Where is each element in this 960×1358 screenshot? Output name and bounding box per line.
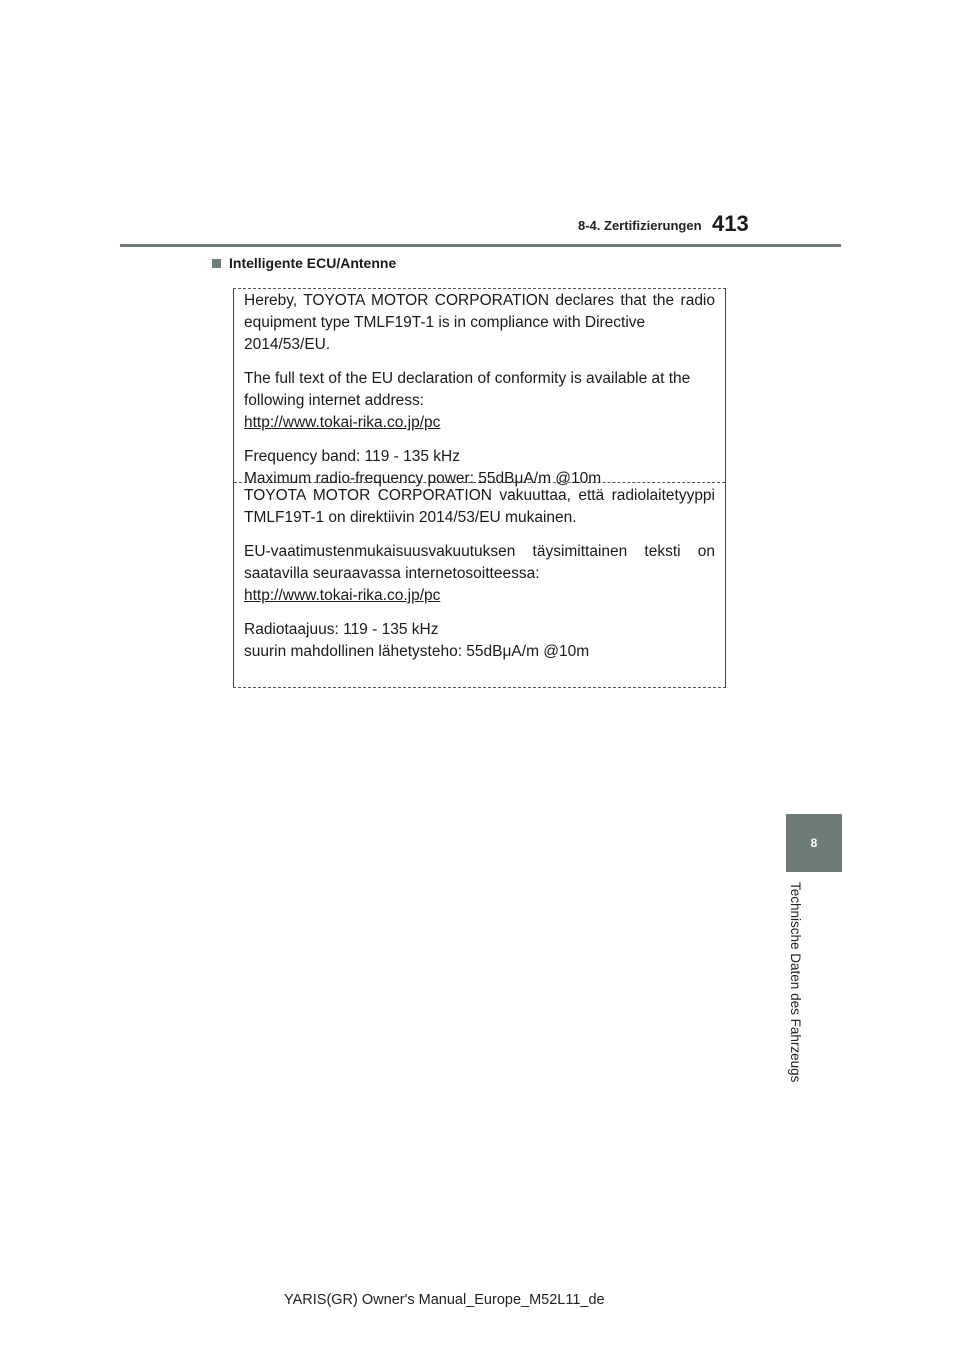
fi-line-3: EU-vaatimustenmukaisuusvakuutuksen täysimittainen teksti on xyxy=(244,543,715,560)
header-rule xyxy=(120,244,841,247)
fi-line-6: suurin mahdollinen lähetysteho: 55dBμA/m @10m xyxy=(244,643,590,660)
fi-technical-data xyxy=(244,619,715,663)
en-line-1: Hereby, TOYOTA MOTOR CORPORATION declares that the radio xyxy=(244,292,715,309)
fi-line-4: saatavilla seuraavassa internetosoitteessa: xyxy=(244,565,540,582)
page-number: 413 xyxy=(712,211,749,236)
footer-text: YARIS(GR) Owner's Manual_Europe_M52L11_de xyxy=(284,1292,605,1308)
en-line-2: equipment type TMLF19T-1 is in compliance with Directive 2014/53/EU. xyxy=(244,314,646,353)
en-url-link[interactable]: http://www.tokai-rika.co.jp/pc xyxy=(244,414,441,431)
fi-line-5: Radiotaajuus: 119 - 135 kHz xyxy=(244,621,439,638)
en-declaration xyxy=(244,288,715,356)
certificate-box xyxy=(233,288,726,688)
en-line-5: Frequency band: 119 - 135 kHz xyxy=(244,448,460,465)
chapter-tab xyxy=(786,814,842,872)
fi-declaration-availability xyxy=(244,541,715,607)
subheading-text: Intelligente ECU/Antenne xyxy=(229,255,397,271)
en-line-3: The full text of the EU declaration of conformity is available at the xyxy=(244,370,691,387)
en-declaration-availability xyxy=(244,368,715,434)
fi-url-link[interactable]: http://www.tokai-rika.co.jp/pc xyxy=(244,587,441,604)
en-line-6: Maximum radio-frequency power: 55dBμA/m @10m xyxy=(244,470,602,487)
fi-line-1: TOYOTA MOTOR CORPORATION vakuuttaa, että radiolaitetyyppi xyxy=(244,487,715,504)
square-bullet-icon xyxy=(212,259,221,268)
certificate-english xyxy=(234,288,725,487)
fi-line-2: TMLF19T-1 on direktiivin 2014/53/EU mukainen. xyxy=(244,509,577,526)
certificate-finnish xyxy=(234,483,725,688)
chapter-title: Technische Daten des Fahrzeugs xyxy=(788,882,803,1083)
section-header: 8-4. Zertifizierungen xyxy=(578,218,702,233)
en-line-4: following internet address: xyxy=(244,392,425,409)
fi-declaration xyxy=(244,483,715,529)
chapter-number: 8 xyxy=(810,836,818,850)
subheading xyxy=(212,255,396,271)
